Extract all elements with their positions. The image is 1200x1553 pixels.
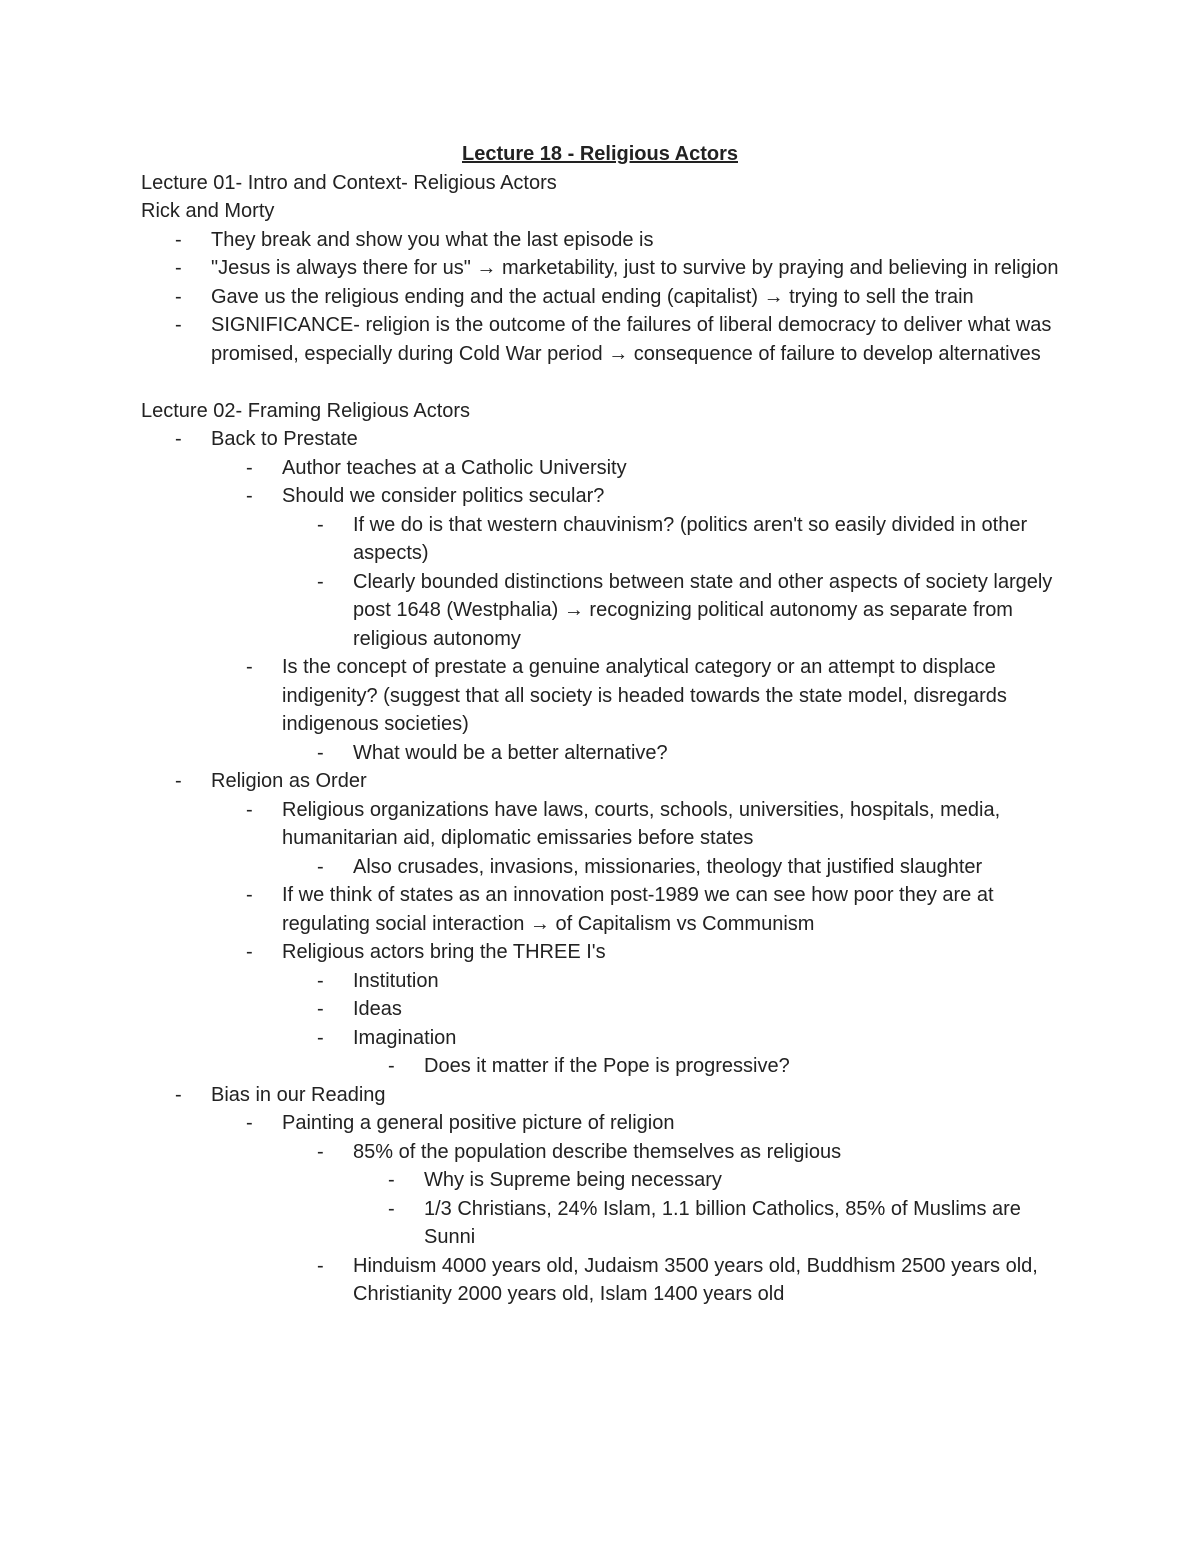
bullet-text: Gave us the religious ending and the actual ending (capitalist) → trying to sell the train <box>211 285 974 308</box>
bullet-dash: - <box>317 1254 324 1277</box>
bullet-text: Religious organizations have laws, courts, schools, universities, hospitals, media, humanitarian aid, diplomatic emissaries before states <box>282 798 1001 849</box>
bullet-dash: - <box>175 228 182 251</box>
bullet-item-level-2 <box>141 454 1071 483</box>
document-title: Lecture 18 - Religious Actors <box>462 143 738 165</box>
bullet-dash: - <box>317 741 324 764</box>
bullet-text: Ideas <box>353 998 402 1020</box>
paragraph-line: Lecture 02- Framing Religious Actors <box>141 399 471 422</box>
bullet-item-level-1 <box>141 311 1071 368</box>
bullet-text: Religious actors bring the THREE I's <box>282 941 606 963</box>
bullet-dash: - <box>175 1083 182 1106</box>
bullet-text: Why is Supreme being necessary <box>424 1169 722 1191</box>
bullet-dash: - <box>175 257 182 279</box>
bullet-item-level-4 <box>141 1166 1071 1195</box>
bullet-dash: - <box>317 969 324 992</box>
bullet-item-level-1 <box>141 283 1071 312</box>
bullet-dash: - <box>317 1140 324 1163</box>
bullet-item-level-2 <box>141 482 1071 511</box>
paragraph-line: Lecture 01- Intro and Context- Religious Actors <box>141 171 557 194</box>
bullet-dash: - <box>317 513 324 536</box>
bullet-text: Is the concept of prestate a genuine analytical category or an attempt to displace indigenity? (suggest that all society is headed towards the state model, disregards indigenous societies) <box>282 656 1007 735</box>
bullet-item-level-3 <box>141 568 1071 654</box>
bullet-dash: - <box>175 285 182 308</box>
bullet-text: Painting a general positive picture of religion <box>282 1112 675 1134</box>
bullet-text: If we do is that western chauvinism? (politics aren't so easily divided in other aspects) <box>353 513 1028 564</box>
bullet-item-level-3 <box>141 1138 1071 1167</box>
bullet-item-level-2 <box>141 938 1071 967</box>
bullet-text: Institution <box>353 969 439 992</box>
bullet-text: Back to Prestate <box>211 428 358 450</box>
bullet-dash: - <box>246 941 253 963</box>
bullet-text: Clearly bounded distinctions between state and other aspects of society largely post 1648 (Westphalia) → recognizing political autonomy as separate from religious autonomy <box>353 570 1053 650</box>
bullet-text: If we think of states as an innovation post-1989 we can see how poor they are at regulating social interaction → of Capitalism vs Communism <box>282 884 994 935</box>
bullet-item-level-3 <box>141 853 1071 882</box>
bullet-dash: - <box>246 485 253 507</box>
bullet-text: Religion as Order <box>211 770 367 792</box>
bullet-dash: - <box>317 1026 324 1049</box>
document-page <box>141 140 1071 1309</box>
document-body <box>141 169 1071 1309</box>
bullet-item-level-1 <box>141 767 1071 796</box>
bullet-text: They break and show you what the last episode is <box>211 228 654 251</box>
bullet-dash: - <box>246 798 253 821</box>
bullet-item-level-1 <box>141 1081 1071 1110</box>
bullet-dash: - <box>388 1055 395 1077</box>
bullet-item-level-3 <box>141 1024 1071 1053</box>
bullet-text: "Jesus is always there for us" → marketability, just to survive by praying and believing in religion <box>211 257 1059 279</box>
bullet-item-level-2 <box>141 653 1071 739</box>
bullet-item-level-3 <box>141 995 1071 1024</box>
bullet-item-level-4 <box>141 1195 1071 1252</box>
bullet-dash: - <box>317 855 324 878</box>
bullet-text: Should we consider politics secular? <box>282 485 605 507</box>
bullet-item-level-3 <box>141 967 1071 996</box>
bullet-dash: - <box>175 428 182 450</box>
bullet-text: Imagination <box>353 1026 457 1049</box>
bullet-dash: - <box>317 570 324 593</box>
bullet-item-level-4 <box>141 1052 1071 1081</box>
bullet-text: Does it matter if the Pope is progressive? <box>424 1055 790 1077</box>
bullet-text: Bias in our Reading <box>211 1083 386 1106</box>
bullet-dash: - <box>175 314 182 336</box>
paragraph-line: Rick and Morty <box>141 200 275 222</box>
bullet-item-level-1 <box>141 226 1071 255</box>
bullet-item-level-2 <box>141 1109 1071 1138</box>
bullet-text: Also crusades, invasions, missionaries, theology that justified slaughter <box>353 855 983 878</box>
bullet-dash: - <box>246 1112 253 1134</box>
bullet-dash: - <box>388 1169 395 1191</box>
bullet-item-level-2 <box>141 881 1071 938</box>
blank-line <box>141 368 1071 397</box>
bullet-dash: - <box>317 998 324 1020</box>
bullet-text: SIGNIFICANCE- religion is the outcome of the failures of liberal democracy to deliver what was promised, especially during Cold War period → consequence of failure to develop alternatives <box>211 314 1052 365</box>
bullet-item-level-3 <box>141 1252 1071 1309</box>
bullet-item-level-3 <box>141 739 1071 768</box>
bullet-dash: - <box>175 770 182 792</box>
bullet-text: Hinduism 4000 years old, Judaism 3500 years old, Buddhism 2500 years old, Christianity 2000 years old, Islam 1400 years old <box>353 1254 1038 1305</box>
bullet-text: 85% of the population describe themselves as religious <box>353 1140 842 1163</box>
bullet-dash: - <box>388 1197 395 1220</box>
bullet-dash: - <box>246 456 253 479</box>
bullet-dash: - <box>246 884 253 906</box>
bullet-item-level-1 <box>141 425 1071 454</box>
bullet-item-level-3 <box>141 511 1071 568</box>
bullet-item-level-1 <box>141 254 1071 283</box>
bullet-text: 1/3 Christians, 24% Islam, 1.1 billion Catholics, 85% of Muslims are Sunni <box>424 1197 1021 1248</box>
bullet-item-level-2 <box>141 796 1071 853</box>
bullet-text: Author teaches at a Catholic University <box>282 456 627 479</box>
bullet-dash: - <box>246 656 253 678</box>
bullet-text: What would be a better alternative? <box>353 741 668 764</box>
